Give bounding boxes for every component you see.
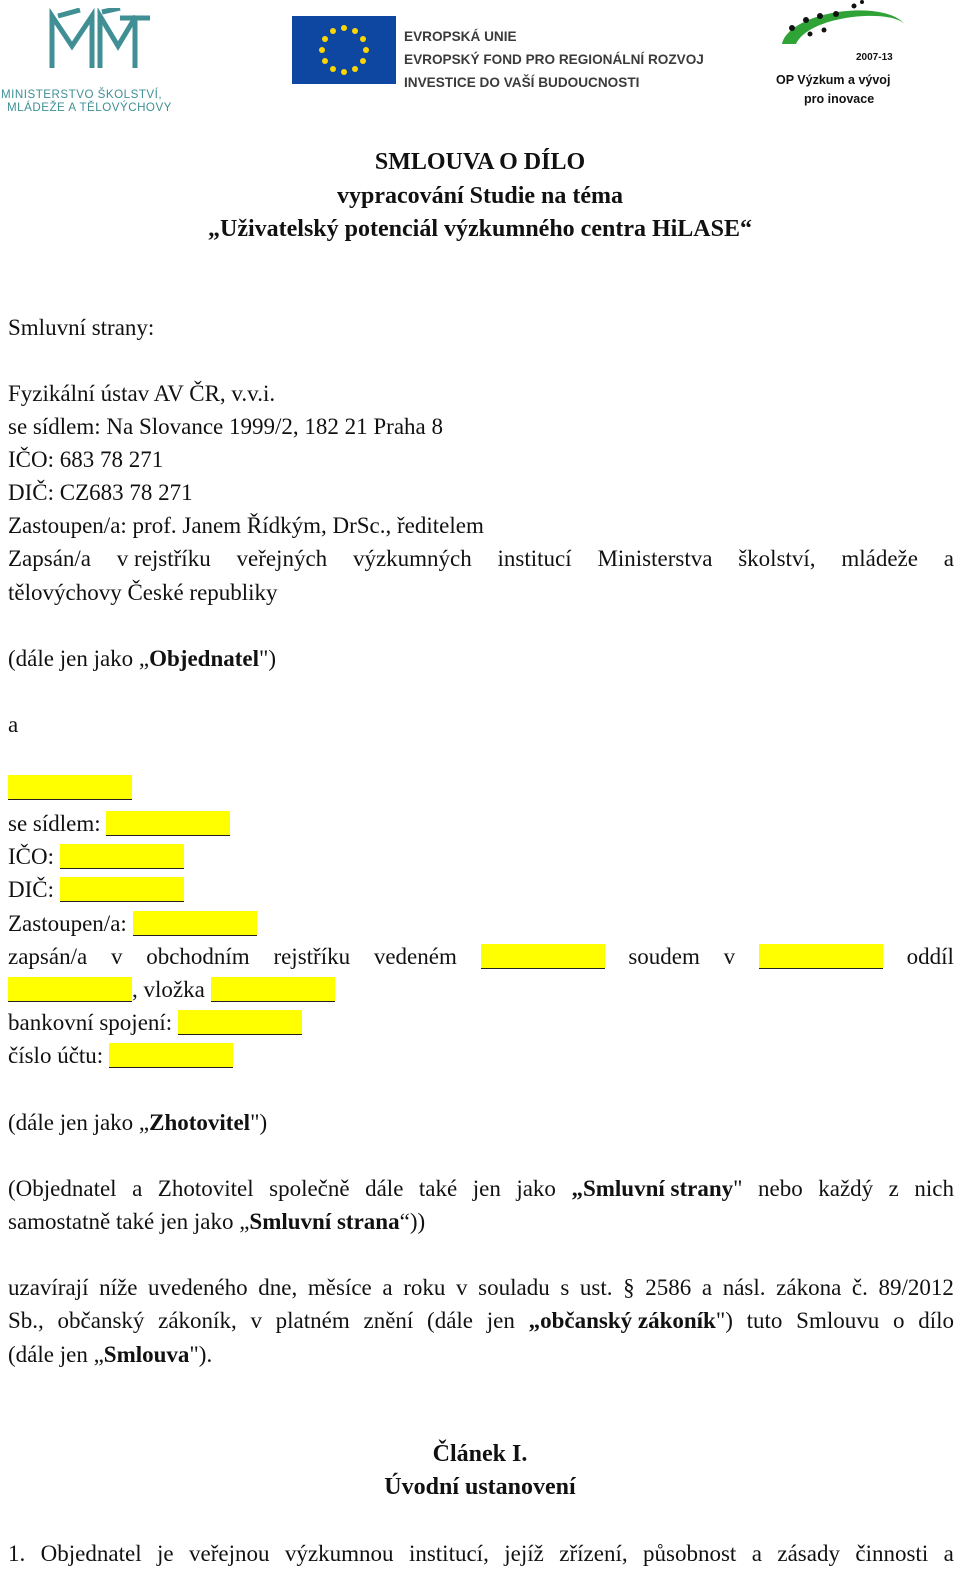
contract-title xyxy=(0,146,960,247)
contractor-ico-label: IČO: xyxy=(8,844,54,869)
word: a xyxy=(701,1275,713,1300)
term-bold: „občanský zákoník xyxy=(528,1308,716,1333)
msmt-logo xyxy=(0,8,200,114)
contractor-insert-field[interactable] xyxy=(211,977,335,1002)
msmt-line2: MLÁDEŽE A TĚLOVÝCHOVY xyxy=(7,101,172,114)
alias-suffix: ") xyxy=(250,1110,268,1135)
word: (Objednatel xyxy=(8,1176,117,1201)
header-logos xyxy=(0,0,960,115)
word: a xyxy=(943,546,954,571)
word: násl. xyxy=(722,1275,766,1300)
word: veřejných xyxy=(236,546,328,571)
line-prefix: samostatně také jen jako „ xyxy=(8,1209,250,1234)
contractor-registration-line1 xyxy=(8,944,954,970)
word: a xyxy=(132,1176,143,1201)
word: jen xyxy=(486,1308,515,1333)
defined-term xyxy=(571,1176,742,1202)
word: zapsán/a xyxy=(8,944,88,969)
word: uzavírají xyxy=(8,1275,89,1300)
op-years: 2007-13 xyxy=(856,52,893,63)
msmt-line1: MINISTERSTVO ŠKOLSTVÍ, xyxy=(1,88,163,101)
word: výzkumných xyxy=(352,546,472,571)
word: Zapsán/a xyxy=(8,546,92,571)
contractor-bank-field[interactable] xyxy=(178,1010,302,1035)
word: také xyxy=(418,1176,458,1201)
word: jejíž xyxy=(504,1541,544,1566)
contractor-seat-row xyxy=(8,811,230,837)
client-registration-line2: tělovýchovy České republiky xyxy=(8,580,278,605)
word: měsíce xyxy=(307,1275,372,1300)
alias-suffix: ") xyxy=(259,646,277,671)
contractor-name-field[interactable] xyxy=(8,775,132,800)
word: roku xyxy=(403,1275,446,1300)
word: každý xyxy=(818,1176,874,1201)
word: (dále xyxy=(427,1308,474,1333)
contractor-rep-field[interactable] xyxy=(133,911,257,936)
word: z xyxy=(888,1176,899,1201)
word: platném xyxy=(275,1308,350,1333)
client-ico: IČO: 683 78 271 xyxy=(8,447,164,472)
word: veřejnou xyxy=(189,1541,270,1566)
word: výzkumnou xyxy=(284,1541,394,1566)
alias-term: Zhotovitel xyxy=(149,1110,251,1135)
word: dále xyxy=(365,1176,404,1201)
word: Zhotovitel xyxy=(157,1176,254,1201)
client-rep: Zastoupen/a: prof. Janem Řídkým, DrSc., ředitelem xyxy=(8,513,484,538)
contractor-bank-row xyxy=(8,1010,302,1036)
contractor-bank-label: bankovní spojení: xyxy=(8,1010,173,1035)
word: v xyxy=(250,1308,262,1333)
word: zákoník, xyxy=(158,1308,237,1333)
alias-term: Objednatel xyxy=(149,646,260,671)
word: ") xyxy=(715,1308,733,1333)
alias-prefix: (dále jen jako „ xyxy=(8,1110,150,1135)
word: mládeže xyxy=(841,546,918,571)
line-suffix: "). xyxy=(189,1342,213,1367)
word: § xyxy=(623,1275,635,1300)
contractor-rep-row xyxy=(8,911,257,937)
word: nich xyxy=(914,1176,954,1201)
conclusion-line2 xyxy=(8,1308,954,1334)
word: a xyxy=(943,1541,954,1566)
word: je xyxy=(157,1541,174,1566)
word: s xyxy=(560,1275,570,1300)
line-prefix: (dále jen „ xyxy=(8,1342,104,1367)
title-line3: „Uživatelský potenciál výzkumného centra HiLASE“ xyxy=(208,216,752,242)
word: působnost xyxy=(643,1541,737,1566)
contractor-court-city-field[interactable] xyxy=(481,944,605,969)
word: Smlouvu xyxy=(796,1308,880,1333)
word: dílo xyxy=(918,1308,954,1333)
word: Sb., xyxy=(8,1308,44,1333)
contractor-account-label: číslo účtu: xyxy=(8,1043,104,1068)
conclusion-line1 xyxy=(8,1275,954,1301)
contractor-ico-row xyxy=(8,844,184,870)
word: tuto xyxy=(746,1308,783,1333)
contractor-rep-label: Zastoupen/a: xyxy=(8,911,127,936)
contractor-name-row xyxy=(8,775,132,801)
word: vedeném xyxy=(373,944,457,969)
contractor-account-row xyxy=(8,1043,233,1069)
word: oddíl xyxy=(906,944,954,969)
word: souladu xyxy=(478,1275,550,1300)
and-connector: a xyxy=(8,712,19,737)
contractor-ico-field[interactable] xyxy=(60,844,184,869)
article-number: Článek I. xyxy=(432,1441,528,1467)
word: o xyxy=(892,1308,905,1333)
eu-line2: EVROPSKÝ FOND PRO REGIONÁLNÍ ROZVOJ xyxy=(404,52,704,67)
word: občanský xyxy=(57,1308,145,1333)
alias-prefix: (dále jen jako „ xyxy=(8,646,150,671)
article-heading xyxy=(0,1438,960,1504)
joint-definition-line1 xyxy=(8,1176,954,1202)
op-vav-logo xyxy=(770,0,920,112)
word: obchodním xyxy=(146,944,250,969)
eu-logo xyxy=(292,14,704,90)
msmt-mark-icon xyxy=(0,8,200,88)
contractor-alias xyxy=(8,1110,267,1136)
word: Ministerstva xyxy=(597,546,713,571)
word: znění xyxy=(363,1308,414,1333)
word: institucí, xyxy=(408,1541,489,1566)
word: a xyxy=(382,1275,393,1300)
word: jen xyxy=(472,1176,501,1201)
word: v xyxy=(456,1275,468,1300)
contractor-seat-field[interactable] xyxy=(106,811,230,836)
article-title: Úvodní ustanovení xyxy=(384,1474,576,1500)
word: a xyxy=(751,1541,762,1566)
client-alias xyxy=(8,646,276,672)
op-line1: OP Výzkum a vývoj xyxy=(776,73,891,87)
line-suffix: “)) xyxy=(399,1209,426,1234)
word: institucí xyxy=(497,546,572,571)
op-line2: pro inovace xyxy=(804,92,875,106)
word: dne, xyxy=(258,1275,298,1300)
word: nebo xyxy=(758,1176,803,1201)
word: uvedeného xyxy=(148,1275,248,1300)
word: č. xyxy=(851,1275,868,1300)
contractor-section-field[interactable] xyxy=(8,977,132,1002)
word: v rejstříku xyxy=(116,546,211,571)
word: společně xyxy=(269,1176,350,1201)
parties-heading: Smluvní strany: xyxy=(8,315,155,340)
insert-label: , vložka xyxy=(132,977,205,1002)
word: soudem xyxy=(628,944,700,969)
contractor-court-name-field[interactable] xyxy=(759,944,883,969)
word: 89/2012 xyxy=(878,1275,954,1300)
client-registration-line1 xyxy=(8,546,954,572)
word: " xyxy=(733,1176,743,1201)
term-bold: „Smluvní strany xyxy=(571,1176,734,1201)
article-item-1 xyxy=(8,1541,954,1567)
word: níže xyxy=(99,1275,138,1300)
contractor-seat-label: se sídlem: xyxy=(8,811,101,836)
term-bold: Smluvní strana xyxy=(249,1209,400,1234)
word: 1. xyxy=(8,1541,26,1566)
client-dic: DIČ: CZ683 78 271 xyxy=(8,480,193,505)
contractor-dic-label: DIČ: xyxy=(8,877,54,902)
op-swoosh-icon xyxy=(770,0,920,70)
word: rejstříku xyxy=(273,944,351,969)
title-line2: vypracování Studie na téma xyxy=(336,182,623,209)
word: 2586 xyxy=(645,1275,692,1300)
word: ust. xyxy=(579,1275,613,1300)
title-line1: SMLOUVA O DÍLO xyxy=(374,149,586,175)
term-bold: Smlouva xyxy=(103,1342,190,1367)
word: zřízení, xyxy=(559,1541,628,1566)
word: zásady xyxy=(777,1541,840,1566)
eu-line3: INVESTICE DO VAŠÍ BUDOUCNOSTI xyxy=(404,75,640,90)
contractor-account-field[interactable] xyxy=(109,1043,233,1068)
eu-flag-icon xyxy=(292,14,396,86)
conclusion-line3 xyxy=(8,1342,212,1368)
contractor-dic-field[interactable] xyxy=(60,877,184,902)
client-seat: se sídlem: Na Slovance 1999/2, 182 21 Praha 8 xyxy=(8,414,444,439)
contractor-registration-line2 xyxy=(8,977,335,1003)
defined-term xyxy=(529,1308,733,1334)
word: v xyxy=(723,944,736,969)
word: činnosti xyxy=(855,1541,929,1566)
word: Objednatel xyxy=(40,1541,142,1566)
eu-line1: EVROPSKÁ UNIE xyxy=(404,29,517,44)
joint-definition-line2 xyxy=(8,1209,425,1235)
contractor-dic-row xyxy=(8,877,184,903)
word: školství, xyxy=(738,546,816,571)
word: v xyxy=(110,944,123,969)
word: jako xyxy=(516,1176,556,1201)
word: zákona xyxy=(776,1275,842,1300)
client-name: Fyzikální ústav AV ČR, v.v.i. xyxy=(8,381,276,406)
